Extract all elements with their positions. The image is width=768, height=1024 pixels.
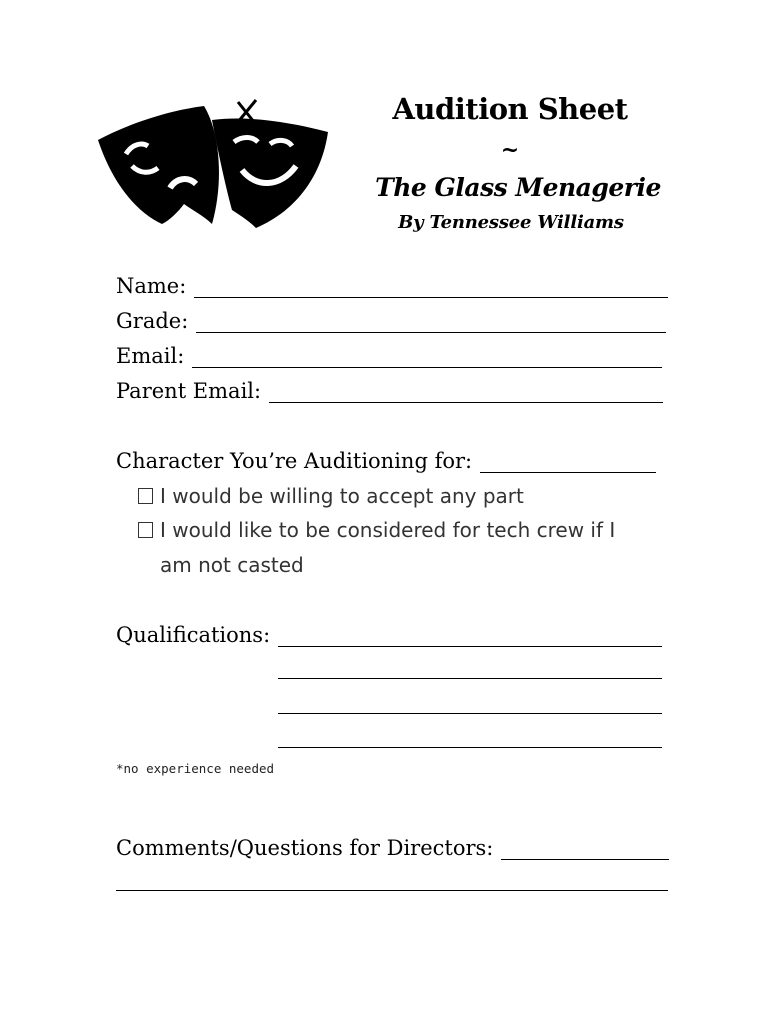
qualifications-blank-4[interactable] bbox=[278, 747, 662, 748]
accept-any-part-option bbox=[138, 484, 524, 508]
character-blank[interactable] bbox=[480, 471, 656, 473]
character-label: Character You’re Auditioning for: bbox=[116, 449, 473, 473]
tech-crew-checkbox[interactable] bbox=[138, 522, 153, 538]
accept-any-part-checkbox[interactable] bbox=[138, 488, 153, 504]
accept-any-part-label: I would be willing to accept any part bbox=[160, 484, 524, 508]
comedy-mask bbox=[212, 119, 328, 229]
grade-field bbox=[116, 309, 666, 333]
parent-email-blank[interactable] bbox=[269, 401, 663, 403]
qualifications-label: Qualifications: bbox=[116, 623, 271, 647]
tech-crew-label: I would like to be considered for tech crew if I bbox=[160, 518, 616, 542]
play-title: The Glass Menagerie bbox=[375, 173, 661, 202]
name-label: Name: bbox=[116, 274, 187, 298]
character-field bbox=[116, 449, 656, 473]
grade-blank[interactable] bbox=[196, 331, 666, 333]
qualifications-blank-1[interactable] bbox=[278, 645, 662, 647]
qualifications-field bbox=[116, 623, 662, 647]
name-field bbox=[116, 274, 668, 298]
comments-label: Comments/Questions for Directors: bbox=[116, 836, 494, 860]
qualifications-blank-2[interactable] bbox=[278, 678, 662, 679]
qualifications-blank-3[interactable] bbox=[278, 713, 662, 714]
theatre-masks-icon bbox=[92, 92, 332, 232]
email-field bbox=[116, 344, 662, 368]
comments-field bbox=[116, 836, 669, 860]
parent-email-label: Parent Email: bbox=[116, 379, 262, 403]
sheet-title: Audition Sheet bbox=[392, 92, 628, 126]
tech-crew-option bbox=[138, 518, 615, 542]
email-label: Email: bbox=[116, 344, 185, 368]
play-byline: By Tennessee Williams bbox=[398, 212, 624, 233]
grade-label: Grade: bbox=[116, 309, 189, 333]
parent-email-field bbox=[116, 379, 663, 403]
comments-blank-2[interactable] bbox=[116, 890, 668, 891]
title-separator: ~ bbox=[500, 137, 520, 163]
name-blank[interactable] bbox=[194, 296, 668, 298]
experience-note: *no experience needed bbox=[116, 761, 275, 776]
tragedy-mask bbox=[98, 106, 219, 224]
email-blank[interactable] bbox=[192, 366, 662, 368]
comments-blank-1[interactable] bbox=[501, 858, 669, 860]
tech-crew-label-continued: am not casted bbox=[160, 553, 304, 577]
